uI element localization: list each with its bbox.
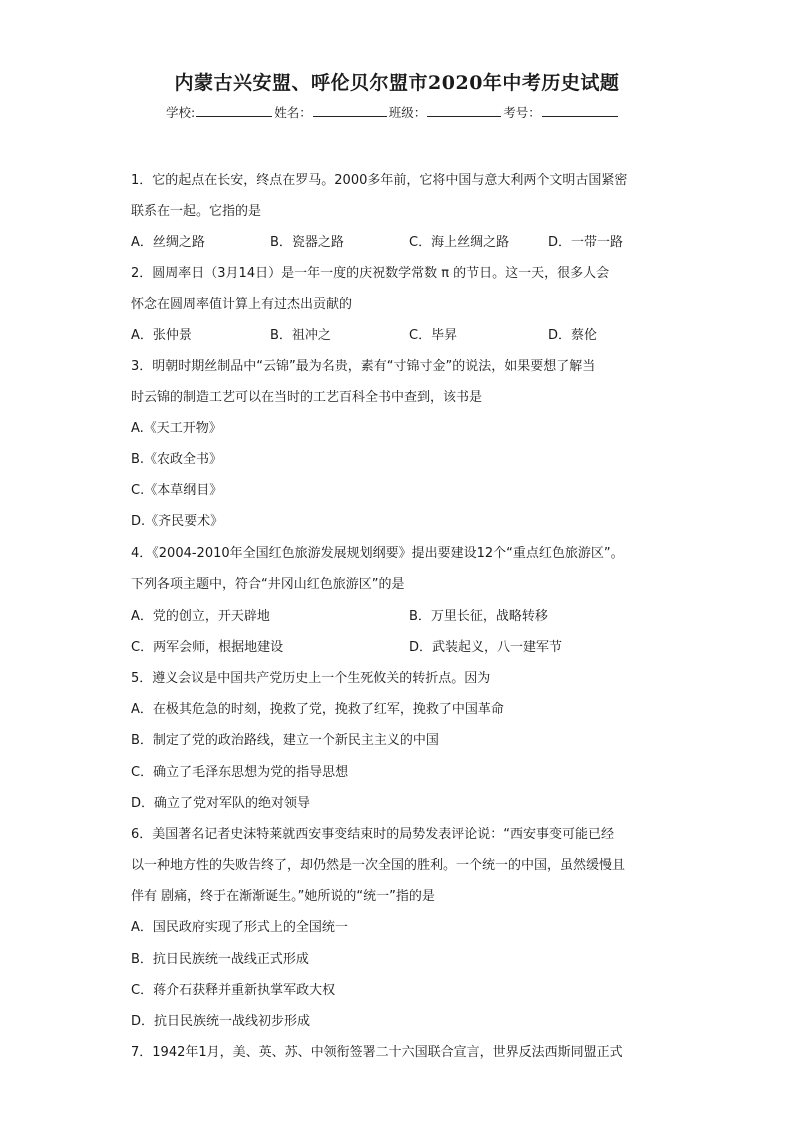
question-2-option-c[interactable]: C．毕昇 xyxy=(409,328,458,343)
question-3-option-b[interactable]: B.《农政全书》 xyxy=(131,452,223,467)
question-2-option-b[interactable]: B．祖冲之 xyxy=(270,328,331,343)
question-3-option-d[interactable]: D.《齐民要术》 xyxy=(131,514,224,529)
question-3-text-line-1: 3．明朝时期丝制品中“云锦”最为名贵，素有“寸锦寸金”的说法，如果要想了解当 xyxy=(131,359,596,374)
question-4-text-line-1: 4．《2004-2010年全国红色旅游发展规划纲要》提出要建设12个“重点红色旅游区”。 xyxy=(131,546,624,561)
question-4-option-c[interactable]: C．两军会师，根据地建设 xyxy=(131,640,284,655)
question-3-text-line-2: 时云锦的制造工艺可以在当时的工艺百科全书中查到，该书是 xyxy=(131,390,483,405)
question-6-option-d[interactable]: D．抗日民族统一战线初步形成 xyxy=(131,1014,311,1029)
question-7-text-line-1: 7．1942年1月，美、英、苏、中领衔签署二十六国联合宣言，世界反法西斯同盟正式 xyxy=(131,1045,623,1060)
question-4-option-d[interactable]: D．武装起义，八一建军节 xyxy=(409,640,563,655)
question-5-option-b[interactable]: B．制定了党的政治路线，建立一个新民主主义的中国 xyxy=(131,733,439,748)
question-6-text-line-3: 伴有 剧痛，终于在渐渐诞生。”她所说的“统一”指的是 xyxy=(131,889,435,904)
question-2-option-d[interactable]: D．蔡伦 xyxy=(548,328,598,343)
name-field[interactable] xyxy=(313,104,387,117)
question-1-option-b[interactable]: B．瓷器之路 xyxy=(270,235,344,250)
question-1-text-line-2: 联系在一起。它指的是 xyxy=(131,204,262,219)
question-5-text-line-1: 5．遵义会议是中国共产党历史上一个生死攸关的转折点。因为 xyxy=(131,671,491,686)
question-2-text-line-1: 2．圆周率日（3月14日）是一年一度的庆祝数学常数 π 的节日。这一天，很多人会 xyxy=(131,266,610,281)
question-2-text-line-2: 怀念在圆周率值计算上有过杰出贡献的 xyxy=(131,297,353,312)
question-6-option-a[interactable]: A．国民政府实现了形式上的全国统一 xyxy=(131,920,348,935)
question-5-option-c[interactable]: C．确立了毛泽东思想为党的指导思想 xyxy=(131,765,349,780)
question-3-option-a[interactable]: A.《天工开物》 xyxy=(131,421,222,436)
question-3-option-c[interactable]: C.《本草纲目》 xyxy=(131,483,223,498)
question-2-option-a[interactable]: A．张仲景 xyxy=(131,328,192,343)
question-6-option-c[interactable]: C．蒋介石获释并重新执掌军政大权 xyxy=(131,983,336,998)
exam-no-field[interactable] xyxy=(542,104,618,117)
question-1-option-a[interactable]: A．丝绸之路 xyxy=(131,235,205,250)
question-5-option-d[interactable]: D．确立了党对军队的绝对领导 xyxy=(131,796,311,811)
question-6-option-b[interactable]: B．抗日民族统一战线正式形成 xyxy=(131,952,309,967)
question-1-option-c[interactable]: C．海上丝绸之路 xyxy=(409,235,510,250)
question-4-option-a[interactable]: A．党的创立，开天辟地 xyxy=(131,609,270,624)
class-label: 班级： xyxy=(388,105,427,120)
name-label: 姓名： xyxy=(274,105,312,120)
student-info-line xyxy=(166,103,620,121)
school-field[interactable] xyxy=(196,104,272,117)
question-6-text-line-2: 以一种地方性的失败告终了，却仍然是一次全国的胜利。一个统一的中国，虽然缓慢且 xyxy=(131,858,626,873)
question-6-text-line-1: 6．美国著名记者史沫特莱就西安事变结束时的局势发表评论说：“西安事变可能已经 xyxy=(131,827,615,842)
question-5-option-a[interactable]: A．在极其危急的时刻，挽救了党，挽救了红军，挽救了中国革命 xyxy=(131,702,504,717)
class-field[interactable] xyxy=(427,104,501,117)
page-title: 内蒙古兴安盟、呼伦贝尔盟市2020年中考历史试题 xyxy=(174,72,620,94)
question-4-option-b[interactable]: B．万里长征，战略转移 xyxy=(409,609,548,624)
school-label: 学校: xyxy=(166,105,196,120)
question-1-option-d[interactable]: D．一带一路 xyxy=(548,235,624,250)
question-4-text-line-2: 下列各项主题中，符合“井冈山红色旅游区”的是 xyxy=(131,577,405,592)
exam-no-label: 考号： xyxy=(503,105,541,120)
question-1-text-line-1: 1．它的起点在长安，终点在罗马。2000多年前，它将中国与意大利两个文明古国紧密 xyxy=(131,173,628,188)
